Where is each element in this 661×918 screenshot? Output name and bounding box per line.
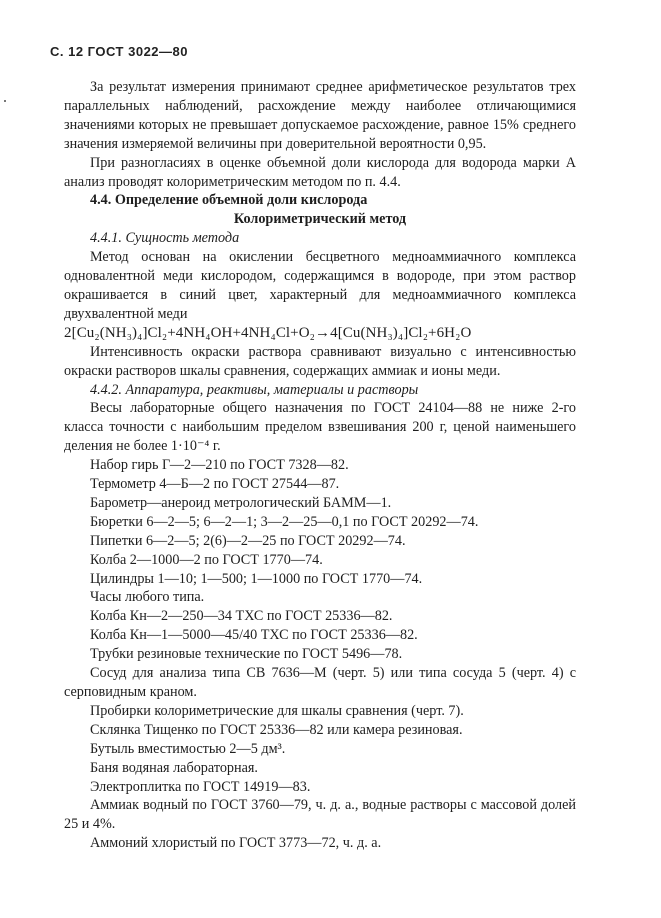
list-item: Барометр—анероид метрологический БАММ—1. <box>90 494 392 511</box>
list-item: Часы любого типа. <box>90 589 205 606</box>
paragraph-result: За результат измерения принимают среднее арифметическое результатов трех параллельных наблюдений, расхождение между наиболее отличающимися значениями которых не превышает допускаемое расхождение, равное 15% среднего значения измеряемой величины при доверительной вероятности 0,95. <box>64 79 576 152</box>
list-item: Колба 2—1000—2 по ГОСТ 1770—74. <box>90 551 323 568</box>
list-item: Склянка Тищенко по ГОСТ 25336—82 или камера резиновая. <box>90 721 463 738</box>
list-item: Электроплитка по ГОСТ 14919—83. <box>90 778 311 795</box>
document-body <box>64 78 576 853</box>
list-item: Колба Кн—2—250—34 ТХС по ГОСТ 25336—82. <box>90 608 393 625</box>
list-item: Баня водяная лабораторная. <box>90 759 258 776</box>
chemical-formula: 2[Cu₂(NH₃)₄]Cl₂+4NH₄OH+4NH₄Cl+O₂→4[Cu(NH₃)₄]Cl₂+6H₂O <box>64 324 472 341</box>
list-item: Пробирки колориметрические для шкалы сравнения (черт. 7). <box>90 702 464 719</box>
list-item: Бюретки 6—2—5; 6—2—1; 3—2—25—0,1 по ГОСТ 20292—74. <box>90 513 479 530</box>
list-item: Колба Кн—1—5000—45/40 ТХС по ГОСТ 25336—82. <box>90 627 418 644</box>
subsection-title-apparatus: 4.4.2. Аппаратура, реактивы, материалы и растворы <box>90 381 419 398</box>
section-subtitle: Колориметрический метод <box>233 211 407 228</box>
list-item: Аммоний хлористый по ГОСТ 3773—72, ч. д. а. <box>90 835 382 852</box>
list-item: Сосуд для анализа типа СВ 7636—М (черт. 5) или типа сосуда 5 (черт. 4) с серповидным краном. <box>64 665 576 700</box>
paragraph-intensity: Интенсивность окраски раствора сравнивают визуально с интенсивностью окраски растворов шкалы сравнения, содержащих аммиак и ионы меди. <box>64 343 576 379</box>
list-item: Цилиндры 1—10; 1—500; 1—1000 по ГОСТ 1770—74. <box>90 570 423 587</box>
page-header: С. 12 ГОСТ 3022—80 <box>50 44 188 59</box>
paragraph-method: Метод основан на окислении бесцветного медноаммиачного комплекса одновалентной меди кислородом, содержащимся в водороде, при этом раствор окрашивается в синий цвет, характерный для медноаммиачного комплекса двухвалентной меди <box>64 249 576 322</box>
list-item: Пипетки 6—2—5; 2(6)—2—25 по ГОСТ 20292—74. <box>90 532 406 549</box>
scan-speck <box>4 100 6 102</box>
list-item: Бутыль вместимостью 2—5 дм³. <box>90 740 286 757</box>
list-item: Весы лабораторные общего назначения по ГОСТ 24104—88 не ниже 2-го класса точности с наибольшим пределом взвешивания 200 г, ценой наименьшего деления не более 1·10⁻⁴ г. <box>64 400 576 455</box>
paragraph-disagreement: При разногласиях в оценке объемной доли кислорода для водорода марки А анализ проводят колориметрическим методом по п. 4.4. <box>64 154 576 190</box>
list-item: Термометр 4—Б—2 по ГОСТ 27544—87. <box>90 476 340 493</box>
section-title: 4.4. Определение объемной доли кислорода <box>90 192 368 209</box>
list-item: Трубки резиновые технические по ГОСТ 5496—78. <box>90 646 403 663</box>
list-item: Набор гирь Г—2—210 по ГОСТ 7328—82. <box>90 457 349 474</box>
list-item: Аммиак водный по ГОСТ 3760—79, ч. д. а., водные растворы с массовой долей 25 и 4%. <box>64 797 576 833</box>
subsection-title-essence: 4.4.1. Сущность метода <box>90 230 240 247</box>
